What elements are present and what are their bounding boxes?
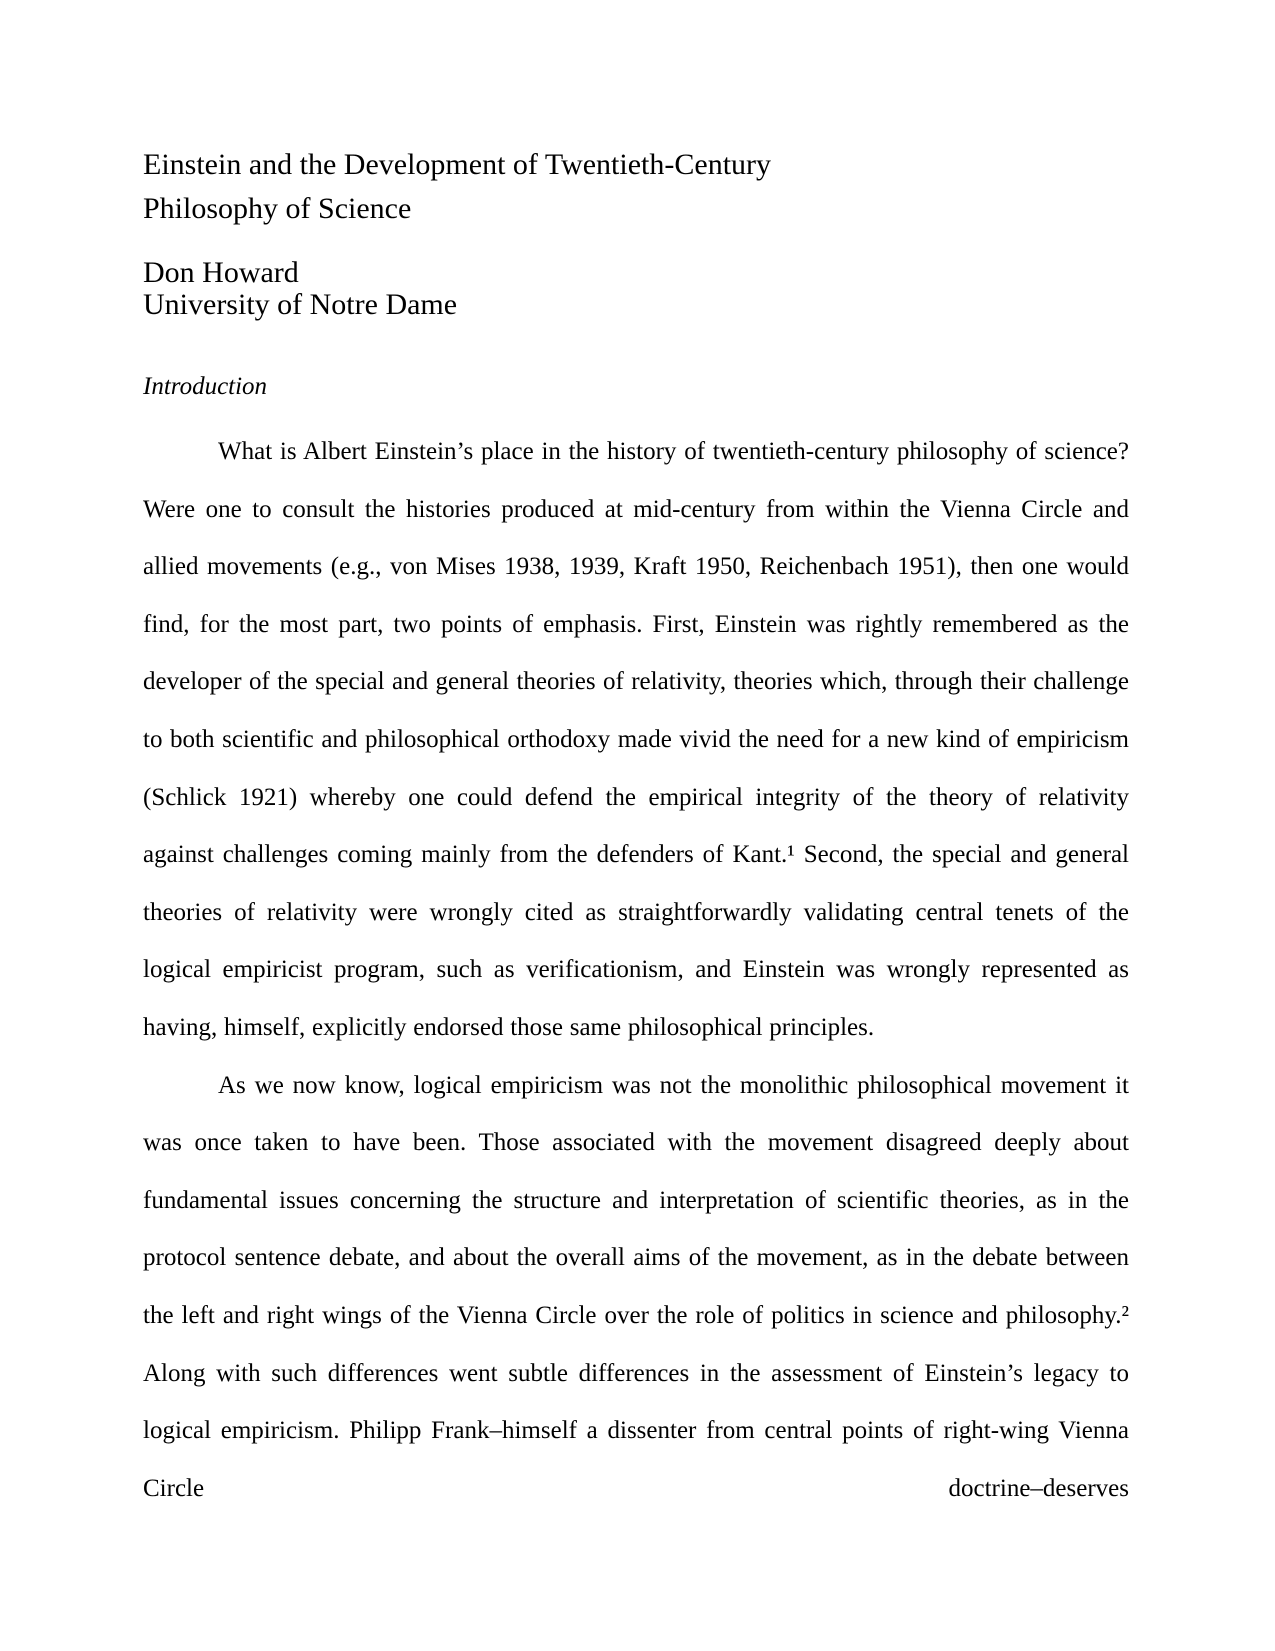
author-affiliation: University of Notre Dame (143, 287, 458, 321)
paragraph-2: As we now know, logical empiricism was not the monolithic philosophical movement it was once taken to have been. Those associated with the movement disagreed deeply about fundamental issues concerning the structure and interpretation of scientific theories, as in the protocol sentence debate, and about the overall aims of the movement, as in the debate between the left and right wings of the Vienna Circle over the role of politics in science and philosophy.² Along with such differences went subtle differences in the assessment of Einstein’s legacy to logical empiricism. Philipp Frank–himself a dissenter from central points of right-wing Vienna Circle doctrine–deserves (143, 1071, 1129, 1502)
paper-title-line-1: Einstein and the Development of Twentieth-Century (143, 148, 772, 181)
page-content (143, 0, 1129, 1517)
section-heading-introduction: Introduction (143, 373, 268, 400)
paper-title (143, 143, 1129, 231)
author-name: Don Howard (143, 256, 299, 289)
paragraph-1: What is Albert Einstein’s place in the history of twentieth-century philosophy of science? Were one to consult the histories produced at mid-century from within the Vienna Circle and allied movements (e.g., von Mises 1938, 1939, Kraft 1950, Reichenbach 1951), then one would find, for the most part, two points of emphasis. First, Einstein was rightly remembered as the developer of the special and general theories of relativity, theories which, through their challenge to both scientific and philosophical orthodoxy made vivid the need for a new kind of empiricism (Schlick 1921) whereby one could defend the empirical integrity of the theory of relativity against challenges coming mainly from the defenders of Kant.¹ Second, the special and general theories of relativity were wrongly cited as straightforwardly validating central tenets of the logical empiricist program, such as verificationism, and Einstein was wrongly represented as having, himself, explicitly endorsed those same philosophical principles. (143, 438, 1129, 1041)
paper-title-line-2: Philosophy of Science (143, 192, 412, 225)
author-block (143, 257, 1129, 320)
